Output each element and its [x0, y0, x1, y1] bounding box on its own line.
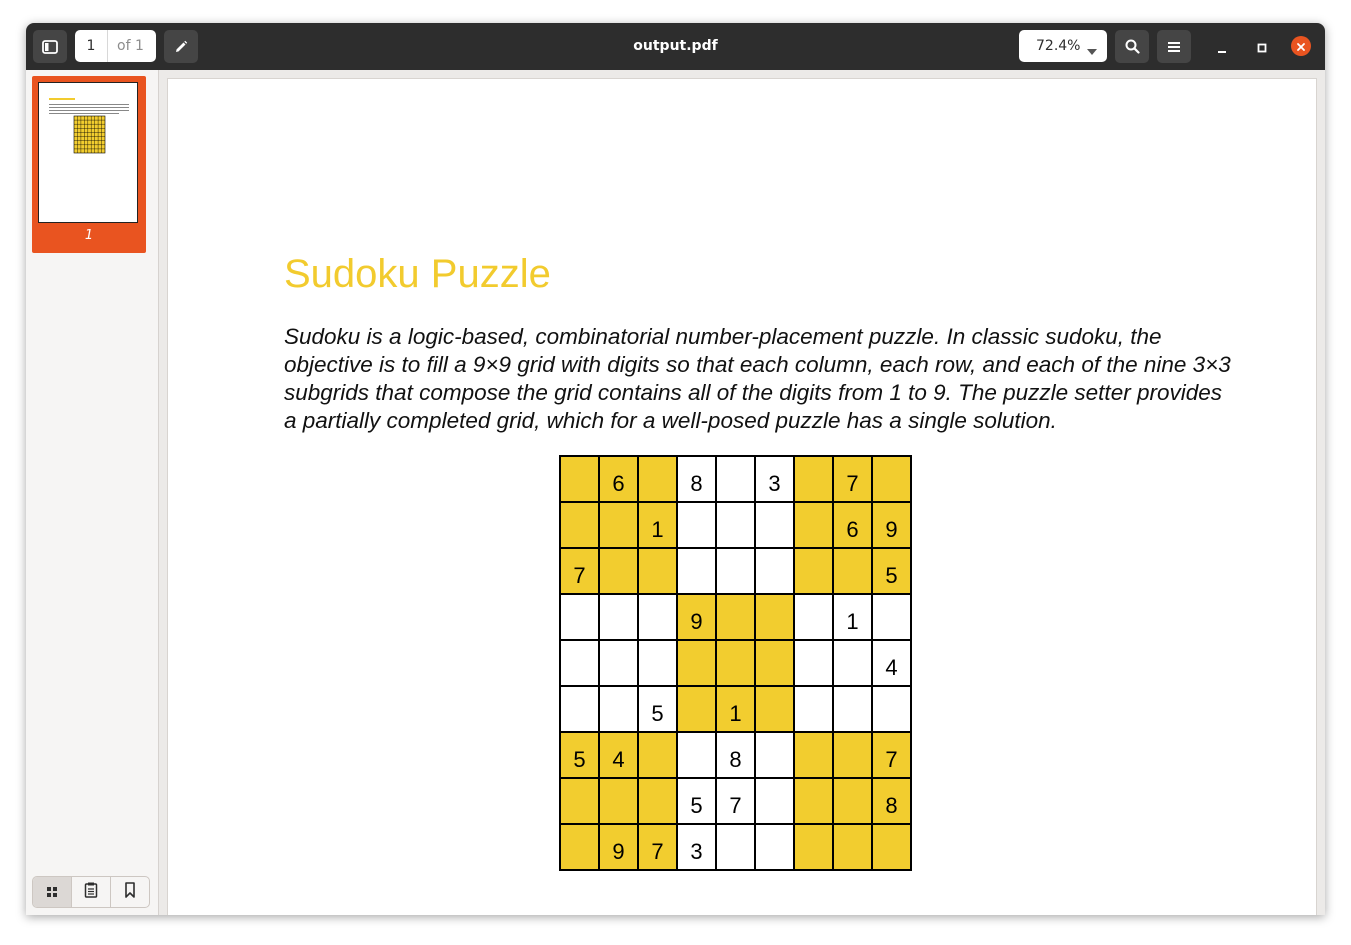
chevron-down-icon	[1087, 43, 1097, 59]
maximize-button[interactable]	[1252, 37, 1272, 57]
sudoku-cell	[872, 686, 911, 732]
sudoku-grid	[559, 455, 912, 871]
sudoku-cell	[560, 686, 599, 732]
thumbnails-view-button[interactable]	[33, 877, 72, 907]
sudoku-cell	[794, 686, 833, 732]
sudoku-cell	[638, 640, 677, 686]
sudoku-cell	[638, 594, 677, 640]
grid-icon	[46, 883, 58, 902]
sidebar-view-switcher	[32, 876, 150, 908]
bookmark-icon	[124, 882, 136, 902]
sudoku-cell	[794, 548, 833, 594]
current-page-input[interactable]: 1	[75, 30, 108, 62]
sudoku-cell	[755, 732, 794, 778]
sudoku-cell: 1	[638, 502, 677, 548]
sudoku-cell	[716, 456, 755, 502]
page-thumbnail[interactable]	[32, 76, 146, 253]
sudoku-cell	[560, 502, 599, 548]
sudoku-cell	[560, 640, 599, 686]
minimize-icon	[1217, 38, 1227, 57]
thumbnail-page-label: 1	[84, 228, 94, 243]
sudoku-cell	[560, 824, 599, 870]
sudoku-cell	[833, 778, 872, 824]
sudoku-cell	[755, 686, 794, 732]
sudoku-cell	[599, 594, 638, 640]
sudoku-cell: 8	[716, 732, 755, 778]
sudoku-cell	[872, 594, 911, 640]
window-title: output.pdf	[633, 38, 718, 54]
sudoku-cell	[716, 824, 755, 870]
sudoku-cell	[872, 456, 911, 502]
sudoku-cell	[794, 640, 833, 686]
sudoku-cell	[794, 778, 833, 824]
sudoku-cell	[833, 824, 872, 870]
thumbnail-page-preview	[38, 82, 138, 223]
sudoku-cell	[716, 594, 755, 640]
sudoku-cell	[716, 502, 755, 548]
sudoku-row	[560, 502, 911, 548]
sudoku-cell	[638, 548, 677, 594]
sudoku-cell: 8	[872, 778, 911, 824]
sudoku-cell: 5	[560, 732, 599, 778]
sudoku-cell	[599, 548, 638, 594]
sudoku-cell	[677, 548, 716, 594]
document-view[interactable]	[159, 70, 1325, 915]
pencil-icon	[174, 40, 188, 54]
thumbnail-preview-graphic	[39, 83, 138, 223]
sudoku-cell	[794, 456, 833, 502]
sudoku-cell	[599, 778, 638, 824]
sudoku-row	[560, 456, 911, 502]
main-menu-button[interactable]	[1157, 30, 1191, 63]
sudoku-cell	[638, 456, 677, 502]
sudoku-cell	[677, 686, 716, 732]
sudoku-cell	[794, 732, 833, 778]
sudoku-cell	[755, 548, 794, 594]
sudoku-cell: 1	[716, 686, 755, 732]
sudoku-row	[560, 824, 911, 870]
sudoku-cell	[794, 824, 833, 870]
outline-view-button[interactable]	[72, 877, 111, 907]
sudoku-cell: 5	[638, 686, 677, 732]
sudoku-cell: 7	[638, 824, 677, 870]
sudoku-cell: 3	[677, 824, 716, 870]
sudoku-cell	[677, 732, 716, 778]
sudoku-row	[560, 548, 911, 594]
sudoku-cell: 7	[716, 778, 755, 824]
sudoku-cell: 7	[833, 456, 872, 502]
sudoku-cell	[872, 824, 911, 870]
document-title: Sudoku Puzzle	[284, 252, 551, 296]
sudoku-cell	[794, 502, 833, 548]
sudoku-cell	[833, 548, 872, 594]
sudoku-cell	[599, 686, 638, 732]
sudoku-cell: 4	[599, 732, 638, 778]
sudoku-cell	[560, 778, 599, 824]
sudoku-cell	[560, 594, 599, 640]
sudoku-cell: 7	[560, 548, 599, 594]
sudoku-cell: 9	[599, 824, 638, 870]
sudoku-cell	[833, 732, 872, 778]
sudoku-cell	[638, 732, 677, 778]
sudoku-cell	[755, 824, 794, 870]
document-viewer-window	[26, 23, 1325, 915]
sudoku-row	[560, 640, 911, 686]
search-button[interactable]	[1115, 30, 1149, 63]
sudoku-cell: 8	[677, 456, 716, 502]
hamburger-menu-icon	[1167, 41, 1181, 53]
header-bar	[26, 23, 1325, 70]
sudoku-cell: 5	[677, 778, 716, 824]
document-paragraph: Sudoku is a logic-based, combinatorial number-placement puzzle. In classic sudoku, the objective is to fill a 9×9 grid with digits so that each column, each row, and each of the nine 3×3 subgrids that compose the grid contains all of the digits from 1 to 9. The puzzle setter provides a partially completed grid, which for a well-posed puzzle has a single solution.	[284, 324, 1231, 433]
sudoku-cell: 5	[872, 548, 911, 594]
bookmarks-view-button[interactable]	[111, 877, 149, 907]
sudoku-row	[560, 778, 911, 824]
sudoku-cell	[560, 456, 599, 502]
sidebar-icon	[42, 40, 58, 54]
sudoku-cell	[716, 548, 755, 594]
zoom-selector[interactable]	[1019, 30, 1107, 62]
page-count-label: of 1	[117, 38, 144, 54]
sidebar-toggle-button[interactable]	[33, 30, 67, 63]
sudoku-cell: 4	[872, 640, 911, 686]
sudoku-row	[560, 732, 911, 778]
sudoku-cell	[716, 640, 755, 686]
sudoku-cell: 1	[833, 594, 872, 640]
sudoku-cell	[755, 640, 794, 686]
search-icon	[1125, 39, 1140, 54]
annotate-button[interactable]	[164, 30, 198, 63]
sudoku-cell	[755, 502, 794, 548]
sudoku-cell	[599, 640, 638, 686]
sudoku-cell: 6	[833, 502, 872, 548]
close-icon	[1296, 37, 1306, 56]
sudoku-cell: 9	[677, 594, 716, 640]
sudoku-cell	[677, 640, 716, 686]
sudoku-row	[560, 594, 911, 640]
zoom-value: 72.4%	[1036, 38, 1081, 54]
sudoku-row	[560, 686, 911, 732]
pdf-page	[167, 78, 1317, 915]
sudoku-cell: 9	[872, 502, 911, 548]
sudoku-cell: 7	[872, 732, 911, 778]
sudoku-cell	[755, 778, 794, 824]
document-outline-icon	[84, 882, 98, 902]
maximize-icon	[1257, 38, 1267, 57]
page-number-entry[interactable]	[75, 30, 156, 62]
sudoku-cell	[833, 686, 872, 732]
minimize-button[interactable]	[1212, 37, 1232, 57]
sudoku-cell	[638, 778, 677, 824]
sudoku-cell	[833, 640, 872, 686]
sudoku-cell: 3	[755, 456, 794, 502]
sudoku-cell	[794, 594, 833, 640]
sudoku-cell: 6	[599, 456, 638, 502]
sudoku-cell	[599, 502, 638, 548]
sidebar	[26, 70, 159, 915]
close-button[interactable]	[1291, 36, 1311, 56]
sudoku-cell	[755, 594, 794, 640]
sudoku-cell	[677, 502, 716, 548]
